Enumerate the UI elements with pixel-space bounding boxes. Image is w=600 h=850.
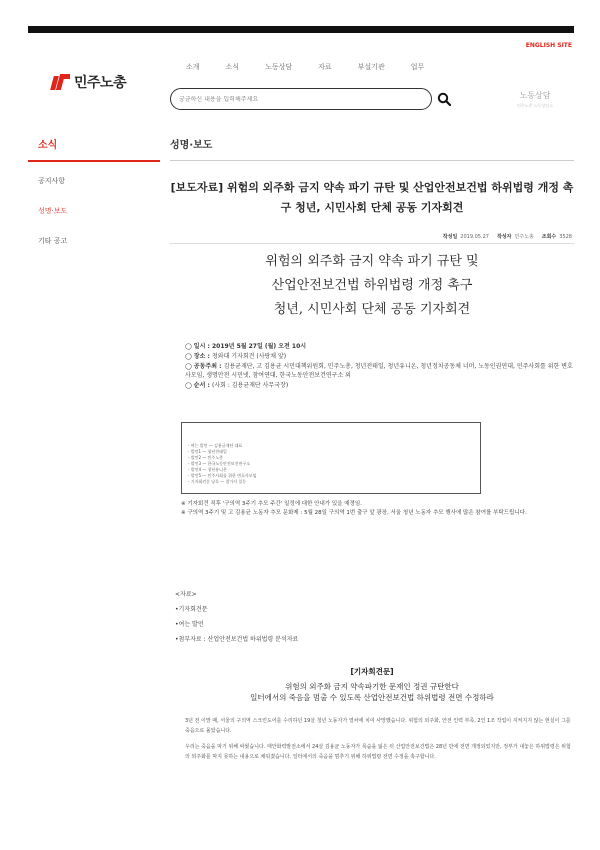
- program-line: - 여는 발언 — 김용균재단 대표: [188, 443, 243, 448]
- program-line: - 발언1 — 청년전태일: [188, 449, 227, 454]
- info-order: [185, 381, 575, 390]
- meta-date: [443, 233, 489, 240]
- info-label: ◯ 순서 :: [185, 382, 212, 389]
- document-title-line: 위험의 외주화 금지 약속 파기 규탄 및: [265, 254, 479, 269]
- meta-divider: [170, 243, 574, 244]
- sidebar-title: 소식: [38, 140, 58, 151]
- english-site-link[interactable]: ENGLISH SITE: [525, 42, 572, 49]
- nav-item-news[interactable]: 소식: [225, 63, 240, 71]
- meta-views: [542, 233, 572, 240]
- main-divider: [170, 160, 574, 161]
- program-box: [181, 422, 481, 494]
- press-subtitle-line: 위험의 외주화 금지 약속파기한 문재인 정권 규탄한다: [285, 682, 459, 691]
- press-heading: [기자회견문]: [350, 667, 394, 676]
- article-title: [보도자료] 위험의 외주화 금지 약속 파기 규탄 및 산업안전보건법 하위법령 개정 촉구 청년, 시민사회 단체 공동 기자회견: [170, 181, 574, 214]
- top-bar: [28, 26, 574, 33]
- meta-author-label: 작성자: [496, 234, 512, 240]
- meta-date-label: 작성일: [442, 234, 458, 240]
- attachment-item[interactable]: •첨부자료 : 산업안전보건법 하위법령 분석자료: [175, 636, 299, 643]
- program-line: - 발언2 — 민주노총: [188, 455, 223, 460]
- sidebar-item-other[interactable]: 기타 공고: [38, 237, 68, 245]
- consult-sublabel: 민주노총 노동상담소: [517, 103, 554, 108]
- logo-text: 민주노총: [74, 75, 127, 91]
- info-text: 청와대 기자회견 (사랑채 앞): [211, 353, 287, 360]
- page-title: 성명·보도: [170, 140, 213, 151]
- program-line: - 발언5 — 민주사회를 위한 변호사모임: [188, 473, 257, 478]
- logo-icon: [52, 74, 70, 90]
- press-subtitle-line: 일터에서의 죽음을 멈출 수 있도록 산업안전보건법 하위법령 전면 수정하라: [250, 693, 494, 702]
- attachment-item[interactable]: •여는 발언: [175, 621, 204, 628]
- nav-item-consult[interactable]: 노동상담: [265, 63, 293, 71]
- note-line: ※ 기자회견 직후 '구의역 3주기 추모 주간' 일정에 대한 안내가 있을 예정임.: [181, 501, 362, 507]
- attachments: [175, 587, 298, 647]
- event-info: [185, 342, 575, 391]
- consult-link[interactable]: [517, 90, 553, 109]
- note-line: ※ 구의역 3주기 및 고 김용균 노동자 추모 문화제 : 5월 28일 구의역 1번 출구 앞 광장, 서울 청년 노동자 추모 행사에 많은 참여를 부탁드립니다.: [181, 510, 527, 516]
- press-paragraph: 3년 전 이맘 때, 서울의 구의역 스크린도어를 수리하던 19살 청년 노동자가 열차에 치여 사망했습니다. 위험의 외주화, 안전 인력 부족, 2인 1조 작업이 지켜지지 않는 현실이 그를 죽음으로 몰았습니다.: [185, 718, 571, 734]
- document-title-line: 산업안전보건법 하위법령 개정 촉구: [271, 278, 473, 293]
- nav-item-affiliates[interactable]: 부설기관: [357, 63, 385, 71]
- program-line: - 발언3 — 한국노동안전보건연구소: [188, 461, 251, 466]
- main-nav: [186, 62, 424, 72]
- info-hosts: [185, 362, 575, 380]
- info-label: ◯ 공동주최 :: [185, 363, 224, 370]
- search-input[interactable]: [179, 96, 431, 103]
- press-body: [185, 716, 575, 768]
- meta-date-value: 2019.05.27: [460, 234, 489, 240]
- nav-item-intro[interactable]: 소개: [186, 63, 200, 71]
- info-text: 김용균재단, 고 김용균 시민대책위원회, 민주노총, 청년전태일, 청년유니온, 청년정치공동체 너머, 노동인권연대, 민주사회를 위한 변호사모임, 생명안전 시민넷, 참여연대, 한국노동안전보건연구소 외: [185, 363, 573, 379]
- meta-views-label: 조회수: [541, 234, 557, 240]
- consult-label: 노동상담: [519, 91, 551, 100]
- nav-item-resources[interactable]: 자료: [318, 63, 332, 71]
- program-line: - 기자회견문 낭독 — 참가자 일동: [188, 479, 247, 484]
- notes: [181, 500, 575, 518]
- article-meta: [443, 233, 572, 240]
- document-title-line: 청년, 시민사회 단체 공동 기자회견: [273, 302, 471, 317]
- nav-item-work[interactable]: 업무: [410, 63, 425, 71]
- attachment-item[interactable]: •기자회견문: [175, 606, 208, 613]
- sidebar-divider: [28, 160, 160, 162]
- logo[interactable]: [52, 72, 126, 92]
- info-date: [185, 342, 575, 351]
- meta-views-value: 3528: [559, 234, 572, 240]
- sidebar-item-notices[interactable]: 공지사항: [38, 177, 66, 185]
- press-subtitle: [170, 681, 574, 703]
- meta-author-value: 민주노총: [514, 234, 534, 240]
- info-text: 2019년 5월 27일 (월) 오전 10시: [211, 343, 307, 350]
- sidebar-item-statements[interactable]: 성명·보도: [38, 207, 68, 215]
- sidebar-menu: [38, 176, 67, 266]
- search-box: [170, 88, 432, 110]
- info-text: (사회 : 김용균재단 사무국장): [211, 382, 289, 389]
- document-title: [170, 250, 574, 322]
- search-icon[interactable]: [437, 92, 451, 106]
- info-label: ◯ 일시 :: [185, 343, 212, 350]
- info-label: ◯ 장소 :: [185, 353, 212, 360]
- press-paragraph: 우리는 죽음을 막기 위해 싸웠습니다. 태안화력발전소에서 24살 김용균 노동자가 목숨을 잃은 뒤 산업안전보건법은 28년 만에 전면 개정되었지만, 정부가 내놓은 하위법령은 위험의 외주화를 막지 못하는 내용으로 채워졌습니다. 일터에서의 죽음을 멈추기 위해 하위법령 전면 수정을 촉구합니다.: [185, 744, 571, 760]
- info-place: [185, 352, 575, 361]
- program-line: - 발언4 — 청년유니온: [188, 467, 227, 472]
- meta-author: [497, 233, 534, 240]
- attachments-heading: <자료>: [175, 591, 197, 598]
